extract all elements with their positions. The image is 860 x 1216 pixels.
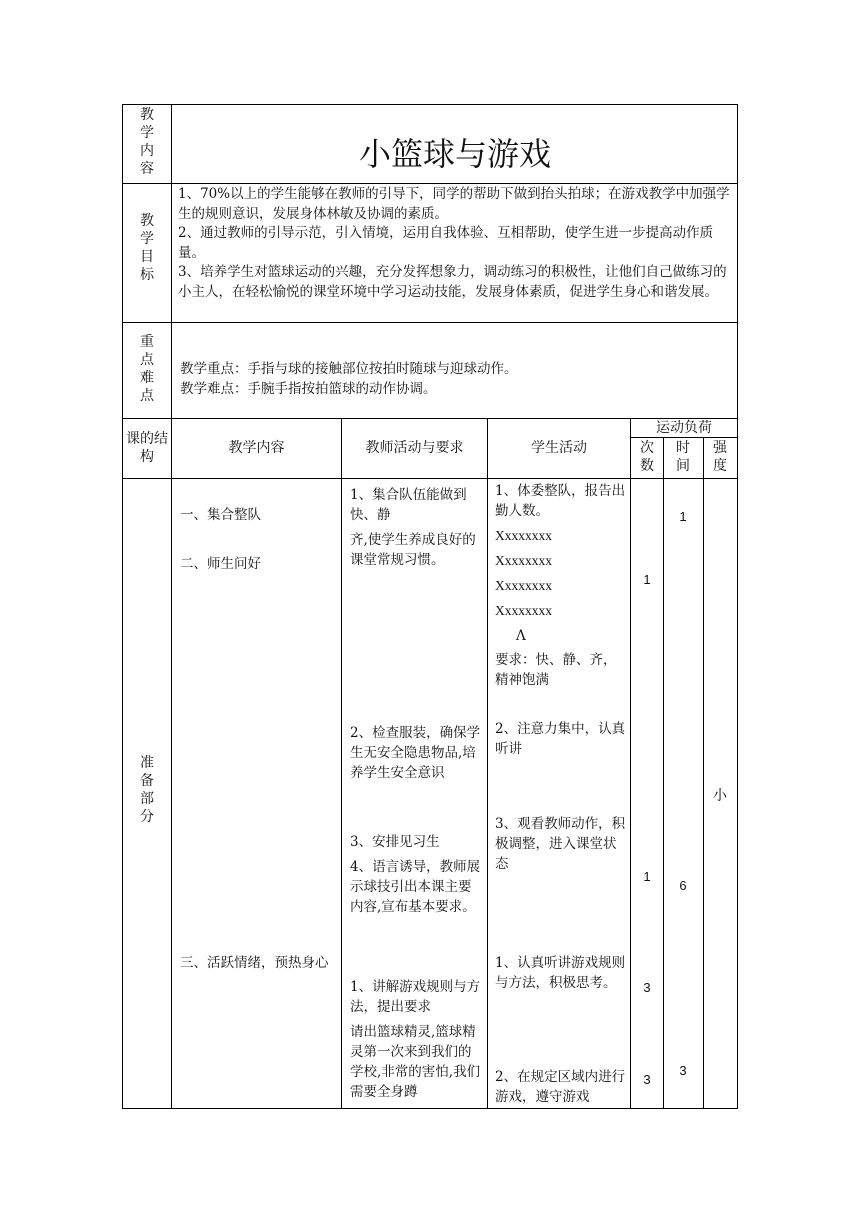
- column-divider: [663, 437, 664, 1109]
- student-activity: 2、注意力集中，认真听讲: [495, 721, 626, 757]
- content-item: 三、活跃情绪，预热身心: [180, 955, 329, 971]
- teacher-activity: 1、集合队伍能做到快、静: [350, 487, 467, 523]
- student-activity: 1、认真听讲游戏规则与方法，积极思考。: [495, 955, 626, 991]
- key-point-difficulty: 教学难点：手腕手指按拍篮球的动作协调。: [180, 381, 437, 397]
- teacher-position-mark: Λ: [516, 628, 526, 644]
- lesson-title: 小篮球与游戏: [358, 135, 551, 173]
- row-divider: [122, 183, 738, 184]
- teacher-activity: 2、检查服装，确保学生无安全隐患物品,培养学生安全意识: [350, 725, 481, 781]
- duration-value: 1: [679, 509, 687, 524]
- header-exercise-load: 运动负荷: [656, 420, 712, 436]
- formation-row: Xxxxxxxx: [495, 578, 552, 593]
- header-times: 次数: [640, 440, 654, 474]
- teacher-activity: 4、语言诱导，教师展示球技引出本课主要内容,宣布基本要求。: [350, 859, 481, 915]
- times-value: 1: [643, 869, 651, 884]
- column-divider: [341, 418, 342, 1109]
- teacher-activity: 请出篮球精灵,篮球精灵第一次来到我们的学校,非常的害怕,我们需要全身蹲: [350, 1024, 481, 1100]
- student-activity: 3、观看教师动作，积极调整，进入课堂状态: [495, 816, 626, 872]
- label-teaching-content: 教学内容: [140, 107, 154, 177]
- formation-row: Xxxxxxxx: [495, 553, 552, 568]
- duration-value: 3: [679, 1063, 687, 1078]
- duration-value: 6: [679, 878, 687, 893]
- goal-item: 2、通过教师的引导示范，引入情境，运用自我体验、互相帮助，使学生进一步提高动作质量。: [178, 225, 714, 261]
- header-intensity: 强度: [713, 440, 727, 474]
- header-duration: 时间: [676, 440, 690, 474]
- header-teacher-activity: 教师活动与要求: [365, 440, 464, 456]
- teacher-activity: 1、讲解游戏规则与方法，提出要求: [350, 979, 481, 1015]
- formation-row: Xxxxxxxx: [495, 603, 552, 618]
- column-divider: [630, 418, 631, 1109]
- key-point-focus: 教学重点：手指与球的接触部位按拍时随球与迎球动作。: [180, 361, 518, 377]
- table-border-top: [122, 104, 738, 105]
- column-divider: [487, 418, 488, 1109]
- table-border-bottom: [122, 1108, 738, 1109]
- table-border-left: [122, 104, 123, 1109]
- times-value: 1: [643, 572, 651, 587]
- column-divider: [703, 437, 704, 1109]
- teaching-goals: [178, 185, 734, 302]
- goal-item: 1、70%以上的学生能够在教师的引导下，同学的帮助下做到抬头拍球；在游戏教学中加强学生的规则意识，发展身体林敏及协调的素质。: [178, 186, 730, 222]
- label-teaching-goals: 教学目标: [140, 213, 154, 283]
- goal-item: 3、培养学生对篮球运动的兴趣，充分发挥想象力，调动练习的积极性，让他们自己做练习的小主人，在轻松愉悦的课堂环境中学习运动技能，发展身体素质，促进学生身心和谐发展。: [178, 264, 727, 300]
- label-preparation-part: 准备部分: [140, 755, 154, 825]
- intensity-value: 小: [713, 788, 727, 804]
- formation-row: Xxxxxxxx: [495, 528, 552, 543]
- table-border-right: [737, 104, 738, 1109]
- content-item: 二、师生问好: [180, 556, 261, 572]
- times-value: 3: [643, 1072, 651, 1087]
- header-student-activity: 学生活动: [531, 440, 587, 456]
- content-item: 一、集合整队: [180, 507, 261, 523]
- label-lesson-structure: 课的结构: [126, 431, 168, 465]
- row-divider: [122, 478, 738, 479]
- times-value: 3: [643, 980, 651, 995]
- student-activity: 2、在规定区域内进行游戏，遵守游戏: [495, 1069, 626, 1105]
- header-content: 教学内容: [228, 440, 285, 456]
- teacher-activity: 齐,使学生养成良好的课堂常规习惯。: [350, 532, 476, 568]
- student-activity: 1、体委整队，报告出勤人数。: [495, 483, 626, 519]
- label-key-points: 重点难点: [140, 334, 154, 404]
- label-column-divider: [171, 104, 172, 1109]
- teacher-activity: 3、安排见习生: [350, 834, 440, 850]
- row-divider: [122, 322, 738, 323]
- student-activity: 要求：快、静、齐，精神饱满: [495, 652, 617, 688]
